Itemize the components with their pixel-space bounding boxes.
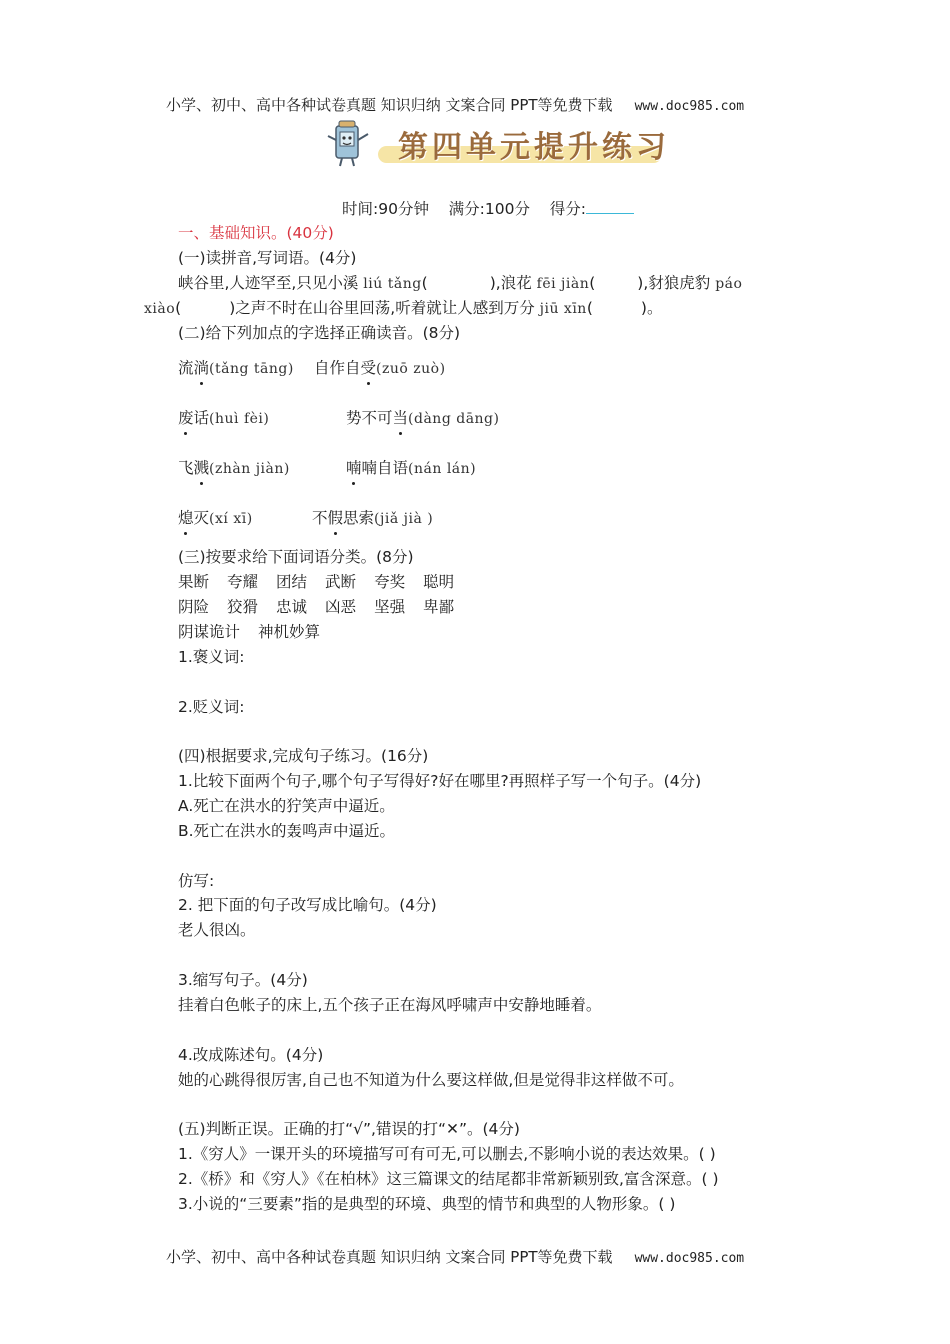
word: 阴谋诡计 [178, 623, 241, 641]
word: 神机妙算 [258, 623, 321, 641]
score-blank[interactable] [586, 199, 634, 214]
dotted-char: 当 [392, 409, 409, 427]
q4-s1b: B.死亡在洪水的轰鸣声中逼近。 [178, 822, 396, 840]
word: 凶恶 [325, 598, 357, 616]
page-footer [166, 1246, 744, 1267]
q1-text: )之声不时在山谷里回荡,听着就让人感到万分 [229, 299, 535, 317]
q3-row1 [178, 572, 472, 592]
paren: ( [421, 274, 428, 292]
q4-s3: 3.缩写句子。(4分) [178, 971, 308, 989]
q2-item [178, 458, 290, 479]
q3-heading: (三)按要求给下面词语分类。(8分) [178, 548, 414, 566]
q4-heading: (四)根据要求,完成句子练习。(16分) [178, 747, 429, 765]
exam-meta [342, 199, 634, 219]
q1-heading: (一)读拼音,写词语。(4分) [178, 249, 357, 267]
pinyin-options: (jiǎ jià ) [374, 511, 434, 527]
q3-row3 [178, 622, 338, 642]
q5-j2: 2.《桥》和《穷人》《在柏林》这三篇课文的结尾都非常新颖别致,富含深意。( ) [178, 1170, 719, 1188]
pinyin-options: (xí xī) [209, 511, 253, 527]
q2-item [178, 508, 253, 529]
q2-heading: (二)给下列加点的字选择正确读音。(8分) [178, 324, 461, 342]
q2-item [346, 458, 476, 479]
footer-text: 小学、初中、高中各种试卷真题 知识归纳 文案合同 PPT等免费下载 [166, 1248, 613, 1266]
word-part: 流 [178, 359, 194, 377]
pinyin: fēi jiàn [536, 276, 590, 292]
q5-j1: 1.《穷人》一课开头的环境描写可有可无,可以删去,不影响小说的表达效果。( ) [178, 1145, 716, 1163]
header-text: 小学、初中、高中各种试卷真题 知识归纳 文案合同 PPT等免费下载 [166, 96, 613, 114]
dotted-char: 废 [178, 409, 194, 427]
word: 狡猾 [227, 598, 259, 616]
word: 团结 [276, 573, 308, 591]
word: 卑鄙 [423, 598, 455, 616]
q2-item [178, 408, 269, 429]
q4-s2-text: 老人很凶。 [178, 921, 256, 939]
q2-item [312, 508, 433, 529]
q4-s2: 2. 把下面的句子改写成比喻句。(4分) [178, 896, 437, 914]
pinyin-options: (zuō zuò) [376, 361, 446, 377]
word-part: 喃自语 [361, 459, 409, 477]
q2-item [178, 358, 294, 379]
time-label: 时间:90分钟 [342, 200, 429, 218]
page-title: 第四单元提升练习 [398, 130, 670, 165]
word: 忠诚 [276, 598, 308, 616]
footer-url: www.doc985.com [634, 1251, 745, 1266]
pinyin: jiū xīn [539, 301, 587, 317]
paren: ( [175, 299, 182, 317]
page-header [166, 94, 744, 115]
word: 武断 [325, 573, 357, 591]
q1-text: ),豺狼虎豹 [637, 274, 711, 292]
dotted-char: 受 [360, 359, 377, 377]
dotted-char: 假 [327, 509, 344, 527]
q1-text: 峡谷里,人迹罕至,只见小溪 [178, 274, 359, 292]
word: 夸耀 [227, 573, 259, 591]
pinyin: liú tǎng [363, 276, 422, 292]
got-label: 得分: [549, 200, 586, 218]
word: 坚强 [374, 598, 406, 616]
q5-j3: 3.小说的“三要素”指的是典型的环境、典型的情节和典型的人物形象。( ) [178, 1195, 676, 1213]
q2-item [314, 358, 446, 379]
pinyin-options: (zhàn jiàn) [209, 461, 290, 477]
dotted-char: 熄 [178, 509, 194, 527]
pinyin: xiào [144, 301, 176, 317]
q1-text: ),浪花 [489, 274, 532, 292]
q1-line2 [144, 298, 662, 319]
part1-heading: 一、基础知识。(40分) [178, 224, 334, 242]
paren: ( [586, 299, 593, 317]
q2-item [346, 408, 499, 429]
dotted-char: 喃 [346, 459, 362, 477]
word-part: 飞 [178, 459, 194, 477]
q1-text: )。 [640, 299, 663, 317]
paren: ( [589, 274, 596, 292]
dotted-char: 溅 [193, 459, 210, 477]
q4-s4-text: 她的心跳得很厉害,自己也不知道为什么要这样做,但是觉得非这样做不可。 [178, 1071, 684, 1089]
word: 夸奖 [374, 573, 406, 591]
pinyin: páo [715, 276, 743, 292]
word-part: 自作自 [314, 359, 361, 377]
word-part: 话 [193, 409, 210, 427]
word: 阴险 [178, 598, 210, 616]
header-url: www.doc985.com [634, 99, 745, 114]
q5-heading: (五)判断正误。正确的打“√”,错误的打“✕”。(4分) [178, 1120, 520, 1138]
q4-s1: 1.比较下面两个句子,哪个句子写得好?好在哪里?再照样子写一个句子。(4分) [178, 772, 702, 790]
word-part: 不 [312, 509, 328, 527]
pinyin-options: (tǎng tāng) [209, 361, 294, 377]
score-label: 满分:100分 [448, 200, 530, 218]
q4-s1a: A.死亡在洪水的狞笑声中逼近。 [178, 797, 395, 815]
q1-line1 [178, 273, 742, 294]
pinyin-options: (dàng dāng) [408, 411, 500, 427]
pinyin-options: (huì fèi) [209, 411, 270, 427]
word: 果断 [178, 573, 210, 591]
pinyin-options: (nán lán) [408, 461, 477, 477]
dotted-char: 淌 [193, 359, 210, 377]
word-part: 思索 [343, 509, 375, 527]
q3-answer1: 1.褒义词: [178, 648, 245, 666]
q3-answer2: 2.贬义词: [178, 698, 245, 716]
mascot-icon [322, 118, 374, 168]
word-part: 灭 [193, 509, 210, 527]
word-part: 势不可 [346, 409, 393, 427]
q4-s3-text: 挂着白色帐子的床上,五个孩子正在海风呼啸声中安静地睡着。 [178, 996, 602, 1014]
q4-imitate: 仿写: [178, 872, 215, 890]
q3-row2 [178, 597, 472, 617]
word: 聪明 [423, 573, 455, 591]
q4-s4: 4.改成陈述句。(4分) [178, 1046, 324, 1064]
